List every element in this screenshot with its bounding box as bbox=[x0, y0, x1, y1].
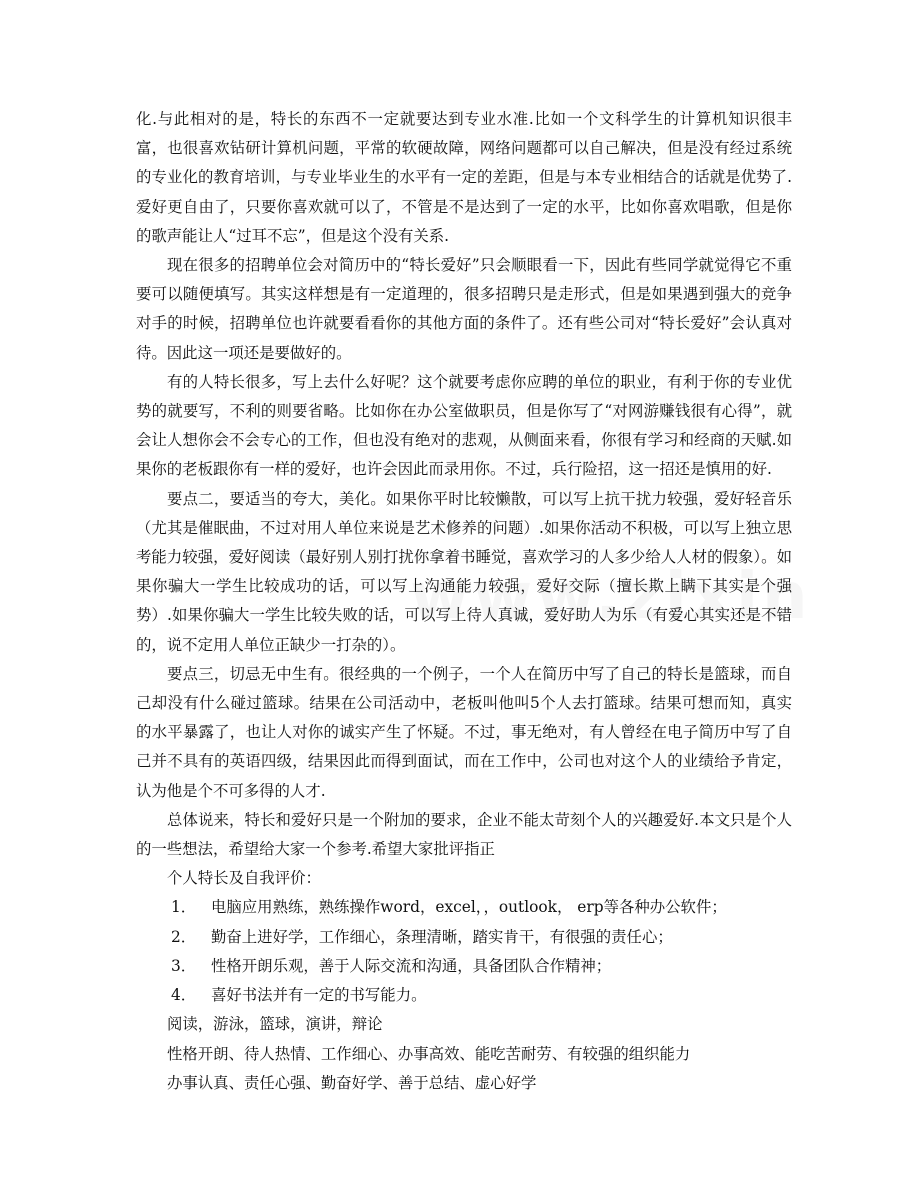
paragraph-continuation: 化.与此相对的是，特长的东西不一定就要达到专业水准.比如一个文科学生的计算机知识很丰富，也很喜欢钻研计算机问题，平常的软硬故障，网络问题都可以自己解决，但是没有经过系统的专业化的教育培训，与专业毕业生的水平有一定的差距，但是与本专业相结合的话就是优势了.爱好更自由了，只要你喜欢就可以了，不管是不是达到了一定的水平，比如你喜欢唱歌，但是你的歌声能让人“过耳不忘”，但是这个没有关系. bbox=[136, 110, 792, 245]
list-number: 1． bbox=[171, 898, 197, 917]
attitude-line: 办事认真、责任心强、勤奋好学、善于总结、虚心好学 bbox=[167, 1073, 537, 1092]
list-number: 4． bbox=[171, 986, 197, 1005]
list-text: 喜好书法并有一定的书写能力。 bbox=[211, 986, 427, 1005]
self-eval-item bbox=[136, 981, 792, 1010]
paragraph-point-two: 要点二，要适当的夸大，美化。如果你平时比较懒散，可以写上抗干扰力较强，爱好轻音乐（尤其是催眠曲，不过对用人单位来说是艺术修养的问题）.如果你活动不积极，可以写上独立思考能力较强，爱好阅读（最好别人别打扰你拿着书睡觉，喜欢学习的人多少给人人材的假象）。如果你骗大一学生比较成功的话，可以写上沟通能力较强，爱好交际（擅长欺上瞒下其实是个强势）.如果你骗大一学生比较失败的话，可以写上待人真诚，爱好助人为乐（有爱心其实还是不错的，说不定用人单位正缺少一打杂的）。 bbox=[136, 489, 792, 654]
document-body bbox=[136, 105, 792, 1098]
paragraph-recruit-attitude: 现在很多的招聘单位会对简历中的“特长爱好”只会顺眼看一下，因此有些同学就觉得它不重要可以随便填写。其实这样想是有一定道理的，很多招聘只是走形式，但是如果遇到强大的竞争对手的时候，招聘单位也许就要看看你的其他方面的条件了。还有些公司对“特长爱好”会认真对待。因此这一项还是要做好的。 bbox=[136, 256, 792, 362]
paragraph-point-three: 要点三，切忌无中生有。很经典的一个例子，一个人在简历中写了自己的特长是篮球，而自己却没有什么碰过篮球。结果在公司活动中，老板叫他叫5个人去打篮球。结果可想而知，真实的水平暴露了，也让人对你的诚实产生了怀疑。不过，事无绝对，有人曾经在电子简历中写了自己并不具有的英语四级，结果因此而得到面试，而在工作中，公司也对这个人的业绩给予肯定，认为他是个不可多得的人才. bbox=[136, 664, 792, 800]
list-text: 电脑应用熟练，熟练操作word，excel，，outlook， erp等各种办公软件； bbox=[211, 898, 727, 917]
paragraph-many-skills: 有的人特长很多，写上去什么好呢？这个就要考虑你应聘的单位的职业，有利于你的专业优势的就要写，不利的则要省略。比如你在办公室做职员，但是你写了“对网游赚钱很有心得”，就会让人想你会不会专心的工作，但也没有绝对的悲观，从侧面来看，你很有学习和经商的天赋.如果你的老板跟你有一样的爱好，也许会因此而录用你。不过，兵行险招，这一招还是慎用的好. bbox=[136, 372, 792, 479]
personality-line: 性格开朗、待人热情、工作细心、办事高效、能吃苦耐劳、有较强的组织能力 bbox=[167, 1044, 691, 1063]
self-eval-heading: 个人特长及自我评价： bbox=[167, 869, 321, 888]
self-eval-item bbox=[136, 952, 792, 981]
self-eval-item bbox=[136, 893, 792, 922]
paragraph-summary: 总体说来，特长和爱好只是一个附加的要求，企业不能太苛刻个人的兴趣爱好.本文只是个人的一些想法，希望给大家一个参考.希望大家批评指正 bbox=[136, 810, 792, 859]
list-number: 3． bbox=[171, 956, 197, 975]
list-number: 2． bbox=[171, 927, 197, 946]
list-text: 勤奋上进好学，工作细心，条理清晰，踏实肯干，有很强的责任心； bbox=[211, 927, 673, 946]
self-eval-item bbox=[136, 923, 792, 952]
list-text: 性格开朗乐观，善于人际交流和沟通，具备团队合作精神； bbox=[211, 956, 612, 975]
hobbies-line: 阅读，游泳，篮球，演讲，辩论 bbox=[167, 1015, 383, 1034]
